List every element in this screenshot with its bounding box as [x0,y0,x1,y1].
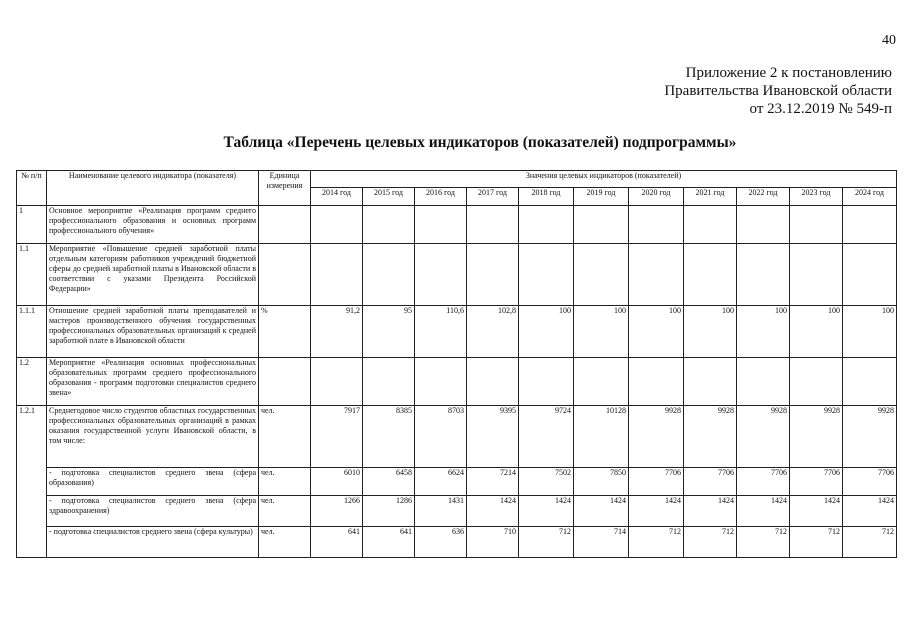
value-cell: 10128 [574,406,629,468]
table-row [17,468,897,496]
header-year: 2022 год [737,188,790,206]
value-cell: 7850 [574,468,629,496]
value-cell: 8385 [363,406,415,468]
value-cell: 1266 [311,496,363,527]
value-cell: 712 [790,527,843,558]
value-cell [415,206,467,244]
row-number [17,468,47,496]
header-year: 2021 год [684,188,737,206]
indicator-name: - подготовка специалистов среднего звена (сфера здравоохранения) [47,496,259,527]
indicator-name: Мероприятие «Повышение средней заработной платы отдельным категориям работников учреждений бюджетной сферы до средней заработной платы в Ивановской области в соответствии с указами Президента Российской Федерации» [47,244,259,306]
value-cell: 641 [363,527,415,558]
value-cell: 100 [629,306,684,358]
header-num: № п/п [17,171,47,206]
value-cell [415,244,467,306]
table-row [17,206,897,244]
value-cell [737,358,790,406]
value-cell [843,244,897,306]
row-number: 1.1.1 [17,306,47,358]
value-cell: 1424 [843,496,897,527]
header-year: 2017 год [467,188,519,206]
value-cell [467,206,519,244]
value-cell: 7214 [467,468,519,496]
value-cell [843,358,897,406]
unit-cell [259,206,311,244]
value-cell: 714 [574,527,629,558]
indicators-table [16,170,897,558]
value-cell [737,244,790,306]
value-cell: 100 [843,306,897,358]
value-cell: 1431 [415,496,467,527]
value-cell [629,206,684,244]
value-cell [574,358,629,406]
value-cell: 712 [519,527,574,558]
value-cell: 9928 [737,406,790,468]
value-cell: 7917 [311,406,363,468]
header-year: 2018 год [519,188,574,206]
row-number: 1 [17,206,47,244]
row-number: 1.2.1 [17,406,47,468]
header-year: 2024 год [843,188,897,206]
header-year: 2019 год [574,188,629,206]
indicator-name: - подготовка специалистов среднего звена (сфера образования) [47,468,259,496]
unit-cell: чел. [259,468,311,496]
value-cell: 110,6 [415,306,467,358]
header-year: 2020 год [629,188,684,206]
value-cell [629,358,684,406]
value-cell [684,244,737,306]
value-cell [790,244,843,306]
appendix-line-3: от 23.12.2019 № 549-п [749,101,892,117]
value-cell: 1424 [737,496,790,527]
value-cell: 100 [790,306,843,358]
unit-cell: чел. [259,527,311,558]
table-title: Таблица «Перечень целевых индикаторов (показателей) подпрограммы» [223,134,737,151]
value-cell: 9928 [790,406,843,468]
unit-cell [259,244,311,306]
value-cell [467,358,519,406]
value-cell: 100 [519,306,574,358]
value-cell [737,206,790,244]
value-cell [311,206,363,244]
value-cell: 7706 [684,468,737,496]
value-cell: 7706 [737,468,790,496]
value-cell [519,358,574,406]
header-year: 2015 год [363,188,415,206]
indicator-name: Среднегодовое число студентов областных государственных профессиональных образовательных организаций в рамках оказания государственной услуги Ивановской области, в том числе: [47,406,259,468]
value-cell [790,206,843,244]
value-cell: 6010 [311,468,363,496]
value-cell: 9395 [467,406,519,468]
value-cell: 9928 [684,406,737,468]
value-cell: 7706 [843,468,897,496]
value-cell: 1424 [629,496,684,527]
value-cell: 102,8 [467,306,519,358]
value-cell [629,244,684,306]
value-cell [415,358,467,406]
value-cell: 641 [311,527,363,558]
row-number: 1.2 [17,358,47,406]
value-cell [684,358,737,406]
indicator-name: Отношение средней заработной платы преподавателей и мастеров производственного обучения государственных профессиональных образовательных организаций к средней заработной плате в Ивановской области [47,306,259,358]
page-number: 40 [882,33,896,48]
appendix-line-1: Приложение 2 к постановлению [685,65,892,81]
value-cell: 100 [574,306,629,358]
table-row [17,406,897,468]
value-cell [519,244,574,306]
value-cell: 1286 [363,496,415,527]
value-cell: 9724 [519,406,574,468]
appendix-reference [664,64,892,118]
value-cell [363,206,415,244]
row-number [17,527,47,558]
table-row [17,306,897,358]
header-unit: Единица измерения [259,171,311,206]
value-cell: 91,2 [311,306,363,358]
value-cell: 6458 [363,468,415,496]
value-cell: 1424 [684,496,737,527]
value-cell: 8703 [415,406,467,468]
value-cell [363,358,415,406]
value-cell [790,358,843,406]
value-cell [519,206,574,244]
value-cell: 712 [737,527,790,558]
value-cell [467,244,519,306]
value-cell [363,244,415,306]
header-values-group: Значения целевых индикаторов (показателей) [311,171,897,188]
header-name: Наименование целевого индикатора (показателя) [47,171,259,206]
value-cell [843,206,897,244]
unit-cell: % [259,306,311,358]
value-cell [574,244,629,306]
header-year: 2014 год [311,188,363,206]
value-cell: 7706 [790,468,843,496]
header-year: 2016 год [415,188,467,206]
value-cell [684,206,737,244]
value-cell: 712 [684,527,737,558]
value-cell: 9928 [843,406,897,468]
value-cell: 7502 [519,468,574,496]
table-row [17,496,897,527]
value-cell: 1424 [790,496,843,527]
unit-cell: чел. [259,406,311,468]
value-cell: 1424 [574,496,629,527]
value-cell: 6624 [415,468,467,496]
value-cell: 710 [467,527,519,558]
value-cell [311,358,363,406]
indicator-name: Основное мероприятие «Реализация программ среднего профессионального образования и основных программ профессионального обучения» [47,206,259,244]
value-cell: 712 [843,527,897,558]
value-cell: 712 [629,527,684,558]
unit-cell: чел. [259,496,311,527]
value-cell: 95 [363,306,415,358]
header-year: 2023 год [790,188,843,206]
table-row [17,527,897,558]
value-cell: 100 [737,306,790,358]
value-cell: 7706 [629,468,684,496]
value-cell [311,244,363,306]
indicator-name: Мероприятие «Реализация основных профессиональных образовательных программ среднего профессионального образования - программ подготовки специалистов среднего звена» [47,358,259,406]
value-cell: 1424 [519,496,574,527]
value-cell: 636 [415,527,467,558]
row-number [17,496,47,527]
value-cell: 1424 [467,496,519,527]
appendix-line-2: Правительства Ивановской области [664,83,892,99]
value-cell [574,206,629,244]
value-cell: 9928 [629,406,684,468]
table-row [17,358,897,406]
table-row [17,244,897,306]
value-cell: 100 [684,306,737,358]
indicator-name: - подготовка специалистов среднего звена (сфера культуры) [47,527,259,558]
unit-cell [259,358,311,406]
row-number: 1.1 [17,244,47,306]
